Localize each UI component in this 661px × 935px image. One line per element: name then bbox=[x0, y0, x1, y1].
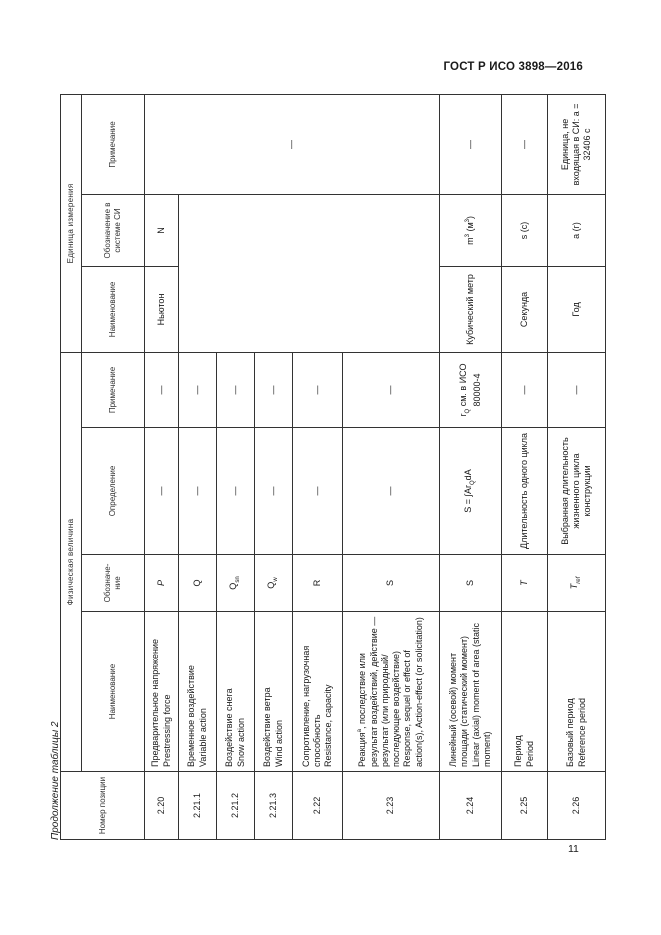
row-note: — bbox=[145, 352, 179, 427]
row-note: — bbox=[502, 352, 548, 427]
row-note: — bbox=[179, 352, 217, 427]
row-symbol: T bbox=[502, 555, 548, 612]
header-unit-name: Наименование bbox=[82, 266, 145, 352]
row-name bbox=[293, 612, 343, 772]
name-en: Response, sequel or effect of action(s), Action-effect (or solicitation) bbox=[402, 617, 424, 767]
row-position: 2.25 bbox=[502, 772, 548, 840]
header-unit-of-measure: Единица измерения bbox=[61, 94, 82, 352]
row-note: $r_Q$ см. в ИСО 80000-4 bbox=[440, 352, 502, 427]
name-ru: Период bbox=[513, 735, 524, 767]
page-number: 11 bbox=[568, 843, 579, 855]
header-pq-note: Примечание bbox=[82, 352, 145, 427]
row-definition: Выбранная длительность жизненного цикла конструкции bbox=[548, 428, 606, 555]
row-symbol: R bbox=[293, 555, 343, 612]
header-pq-symbol: Обозначе-ние bbox=[82, 555, 145, 612]
continuation-label: Продолжение таблицы 2 bbox=[50, 721, 61, 840]
units-table bbox=[60, 94, 606, 840]
row-symbol: P bbox=[145, 555, 179, 612]
name-ru: Линейный (осевой) момент площади (статический момент) bbox=[448, 635, 470, 767]
table-row bbox=[179, 94, 217, 839]
header-pq-definition: Определение bbox=[82, 428, 145, 555]
row-note: — bbox=[217, 352, 255, 427]
row-symbol: $Q_{sn}$ bbox=[217, 555, 255, 612]
name-en: Snow action bbox=[235, 717, 246, 767]
table-row bbox=[145, 94, 179, 839]
row-name bbox=[502, 612, 548, 772]
row-name bbox=[179, 612, 217, 772]
row-note: — bbox=[548, 352, 606, 427]
name-ru: Базовый период bbox=[565, 698, 576, 767]
row-unit-symbol: N bbox=[145, 194, 179, 266]
header-unit-note: Примечание bbox=[82, 94, 145, 194]
merged-unit-cell bbox=[179, 194, 440, 352]
row-name bbox=[255, 612, 293, 772]
header-row-2 bbox=[82, 94, 145, 839]
row-definition: Длительность одного цикла bbox=[502, 428, 548, 555]
row-symbol: S bbox=[343, 555, 440, 612]
row-symbol: S bbox=[440, 555, 502, 612]
row-definition: — bbox=[217, 428, 255, 555]
name-en: Wind action bbox=[273, 719, 284, 767]
row-note: — bbox=[255, 352, 293, 427]
row-unit-name: Год bbox=[548, 266, 606, 352]
row-unit-note: — bbox=[440, 94, 502, 194]
row-definition: — bbox=[179, 428, 217, 555]
row-unit-name: Секунда bbox=[502, 266, 548, 352]
name-en: Prestressing force bbox=[161, 694, 172, 767]
row-position: 2.26 bbox=[548, 772, 606, 840]
row-name bbox=[217, 612, 255, 772]
name-ru: Сопротивление, нагрузочная способность bbox=[300, 645, 322, 767]
row-unit-name: Ньютон bbox=[145, 266, 179, 352]
document-standard-header: ГОСТ Р ИСО 3898—2016 bbox=[443, 61, 583, 73]
name-ru: Воздействие снега bbox=[224, 688, 235, 767]
header-row-1 bbox=[61, 94, 82, 839]
name-en: Resistance, capacity bbox=[323, 684, 334, 767]
row-position: 2.22 bbox=[293, 772, 343, 840]
row-unit-symbol: a (г) bbox=[548, 194, 606, 266]
name-ru: Временное воздействие bbox=[186, 665, 197, 767]
row-position: 2.23 bbox=[343, 772, 440, 840]
header-unit-symbol: Обозначение в системе СИ bbox=[82, 194, 145, 266]
row-name bbox=[145, 612, 179, 772]
row-unit-note: Единица, не входящая в СИ: a = 32406 с bbox=[548, 94, 606, 194]
row-note: — bbox=[293, 352, 343, 427]
header-pq-name: Наименование bbox=[82, 612, 145, 772]
header-physical-quantity: Физическая величина bbox=[61, 352, 82, 771]
row-name: Реакция$^a$, последствие или результат воздействий, действие — результат (или природный/последующее воздействие) Response, sequel or effect of action(s), Action-effect (or solicitation) bbox=[343, 612, 440, 772]
row-definition: $S = \int Ar_QdA$ bbox=[440, 428, 502, 555]
row-unit-note: — bbox=[145, 94, 440, 194]
row-symbol: Q bbox=[179, 555, 217, 612]
row-position: 2.20 bbox=[145, 772, 179, 840]
row-position: 2.21.1 bbox=[179, 772, 217, 840]
table-row bbox=[548, 94, 606, 839]
name-ru: Предварительное напряжение bbox=[150, 638, 161, 767]
row-definition: — bbox=[145, 428, 179, 555]
name-ru: Воздействие ветра bbox=[262, 687, 273, 767]
row-name bbox=[440, 612, 502, 772]
name-en: Period bbox=[524, 740, 535, 767]
row-definition: — bbox=[255, 428, 293, 555]
row-definition: — bbox=[343, 428, 440, 555]
row-position: 2.21.3 bbox=[255, 772, 293, 840]
row-symbol: $T_{ref}$ bbox=[548, 555, 606, 612]
name-en: Linear (axial) moment of area (static moment) bbox=[470, 622, 492, 767]
row-unit-symbol: s (с) bbox=[502, 194, 548, 266]
name-en: Reference period bbox=[576, 697, 587, 767]
row-unit-note: — bbox=[502, 94, 548, 194]
row-definition: — bbox=[293, 428, 343, 555]
table-row bbox=[440, 94, 502, 839]
name-en: Variable action bbox=[197, 708, 208, 767]
row-position: 2.21.2 bbox=[217, 772, 255, 840]
row-unit-symbol: $m^3$ $(м^3)$ bbox=[440, 194, 502, 266]
table-row bbox=[502, 94, 548, 839]
row-note: — bbox=[343, 352, 440, 427]
header-position: Номер позиции bbox=[61, 772, 145, 840]
row-symbol: $Q_w$ bbox=[255, 555, 293, 612]
row-unit-name: Кубический метр bbox=[440, 266, 502, 352]
row-name bbox=[548, 612, 606, 772]
row-position: 2.24 bbox=[440, 772, 502, 840]
